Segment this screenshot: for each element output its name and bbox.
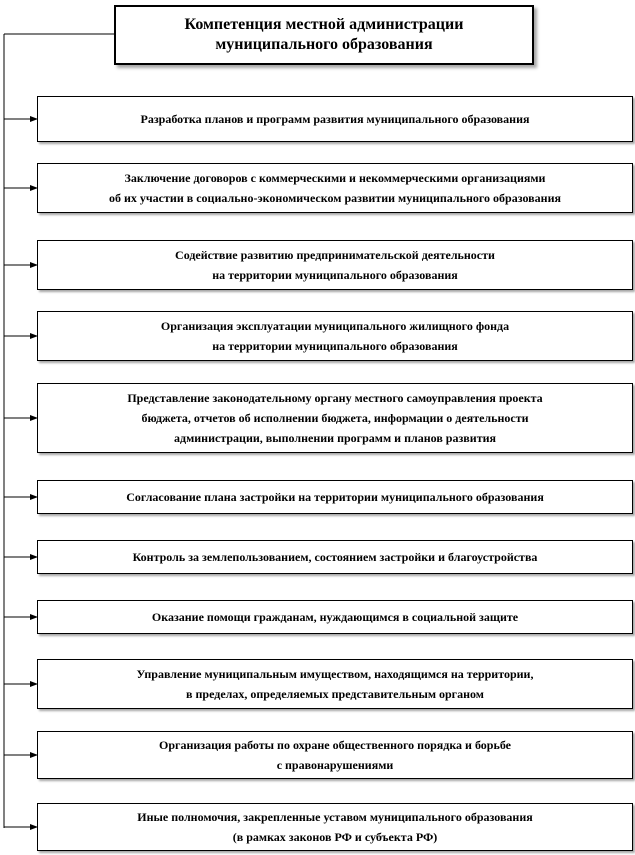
- item-text-line: Разработка планов и программ развития муниципального образования: [140, 112, 530, 126]
- item-text-line: с правонарушениями: [276, 758, 394, 772]
- item-node: [37, 480, 633, 514]
- root-node-competence: [114, 5, 534, 65]
- item-node: [37, 731, 633, 779]
- item-node: [37, 600, 633, 634]
- item-text-line: об их участии в социально-экономическом развитии муниципального образования: [109, 191, 561, 205]
- item-node: [37, 240, 633, 290]
- item-text-line: Иные полномочия, закрепленные уставом муниципального образования: [137, 810, 533, 824]
- item-node: [37, 540, 633, 574]
- item-text-line: бюджета, отчетов об исполнении бюджета, информации о деятельности: [141, 411, 529, 425]
- item-text-line: Организация работы по охране общественного порядка и борьбе: [158, 738, 511, 752]
- item-text-line: на территории муниципального образования: [212, 268, 458, 282]
- item-node: [37, 383, 633, 453]
- item-text-line: (в рамках законов РФ и субъекта РФ): [232, 830, 438, 844]
- item-node: [37, 659, 633, 709]
- root-title-line-2: муниципального образования: [215, 36, 433, 53]
- item-text-line: на территории муниципального образования: [212, 339, 458, 353]
- item-node: [37, 311, 633, 361]
- item-text-line: в пределах, определяемых представительным органом: [186, 687, 484, 701]
- item-text-line: администрации, выполнении программ и планов развития: [174, 431, 496, 445]
- root-title-line-1: Компетенция местной администрации: [184, 16, 464, 33]
- item-text-line: Согласование плана застройки на территории муниципального образования: [126, 490, 544, 504]
- item-text-line: Содействие развитию предпринимательской деятельности: [175, 248, 495, 262]
- item-node: [37, 96, 633, 142]
- item-text-line: Управление муниципальным имуществом, находящимся на территории,: [136, 667, 534, 681]
- item-text-line: Контроль за землепользованием, состоянием застройки и благоустройства: [132, 550, 538, 564]
- item-text-line: Оказание помощи гражданам, нуждающимся в социальной защите: [151, 610, 519, 624]
- item-node: [37, 803, 633, 851]
- item-text-line: Представление законодательному органу местного самоуправления проекта: [127, 391, 543, 405]
- item-text-line: Заключение договоров с коммерческими и некоммерческими организациями: [124, 171, 546, 185]
- item-text-line: Организация эксплуатации муниципального жилищного фонда: [160, 319, 510, 333]
- item-node: [37, 163, 633, 213]
